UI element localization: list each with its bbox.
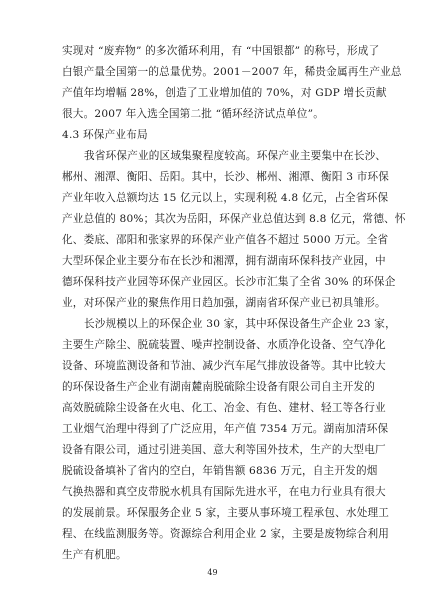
text-line: 主要生产除尘、脱硫装置、噪声控制设备、水质净化设备、空气净化: [62, 339, 386, 351]
text-line: 脱硫设备填补了省内的空白，年销售额 6836 万元，自主开发的烟: [62, 465, 378, 477]
page-number: 49: [207, 568, 218, 577]
text-line: 我省环保产业的区域集聚程度较高。环保产业主要集中在长沙、: [84, 150, 387, 162]
text-line: 的环保设备生产企业有湖南麓南脱硫除尘设备有限公司自主开发的: [62, 381, 376, 393]
text-line: 的发展前景。环保服务企业 5 家，主要从事环境工程承包、水处理工: [62, 507, 390, 519]
text-line: 很大。2007 年入选全国第二批 “循环经济试点单位”。: [62, 108, 324, 120]
text-line: 大型环保企业主要分布在长沙和湘潭，拥有湖南环保科技产业园，中: [62, 255, 386, 267]
text-line: 化、娄底、邵阳和张家界的环保产业产值各不超过 5000 万元。全省: [62, 234, 389, 246]
text-line: 白银产量全国第一的总量优势。2001－2007 年，稀贵金属再生产业总: [62, 66, 402, 78]
text-line: 气换热器和真空皮带脱水机具有国际先进水平，在电力行业具有很大: [62, 486, 386, 498]
text-line: 产业总值的 80%；其次为岳阳，环保产业总值达到 8.8 亿元，常德、怀: [62, 213, 406, 225]
text-line: 实现对 “废弃物” 的多次循环利用，有 “中国银都” 的称号，形成了: [62, 45, 380, 57]
text-line: 工业烟气治理中得到了广泛应用，年产值 7354 万元。湖南加清环保: [62, 423, 389, 435]
text-line: 高效脱硫除尘设备在火电、化工、冶金、有色、建材、轻工等各行业: [62, 402, 386, 414]
text-line: 产值年均增幅 28%，创造了工业增加值的 70%，对 GDP 增长贡献: [62, 87, 387, 99]
text-line: 郴州、湘潭、衡阳、岳阳。其中，长沙、郴州、湘潭、衡阳 3 市环保: [62, 171, 390, 183]
text-line: 设备有限公司，通过引进美国、意大利等国外技术，生产的大型电厂: [62, 444, 386, 456]
text-line: 设备、环境监测设备和节油、减少汽车尾气排放设备等。其中比较大: [62, 360, 386, 372]
text-line: 程、在线监测服务等。资源综合利用企业 2 家，主要是废物综合利用: [62, 528, 390, 540]
text-line: 长沙规模以上的环保企业 30 家，其中环保设备生产企业 23 家，: [84, 318, 396, 330]
section-heading: 4.3 环保产业布局: [62, 129, 148, 141]
text-line: 德环保科技产业园等环保产业园区。长沙市汇集了全省 30% 的环保企: [62, 276, 396, 288]
text-line: 生产有机肥。: [62, 549, 127, 561]
text-line: 业，对环保产业的聚焦作用日趋加强，湖南省环保产业已初具雏形。: [62, 297, 386, 309]
text-line: 产业年收入总额均达 15 亿元以上，实现利税 4.8 亿元，占全省环保: [62, 192, 389, 204]
